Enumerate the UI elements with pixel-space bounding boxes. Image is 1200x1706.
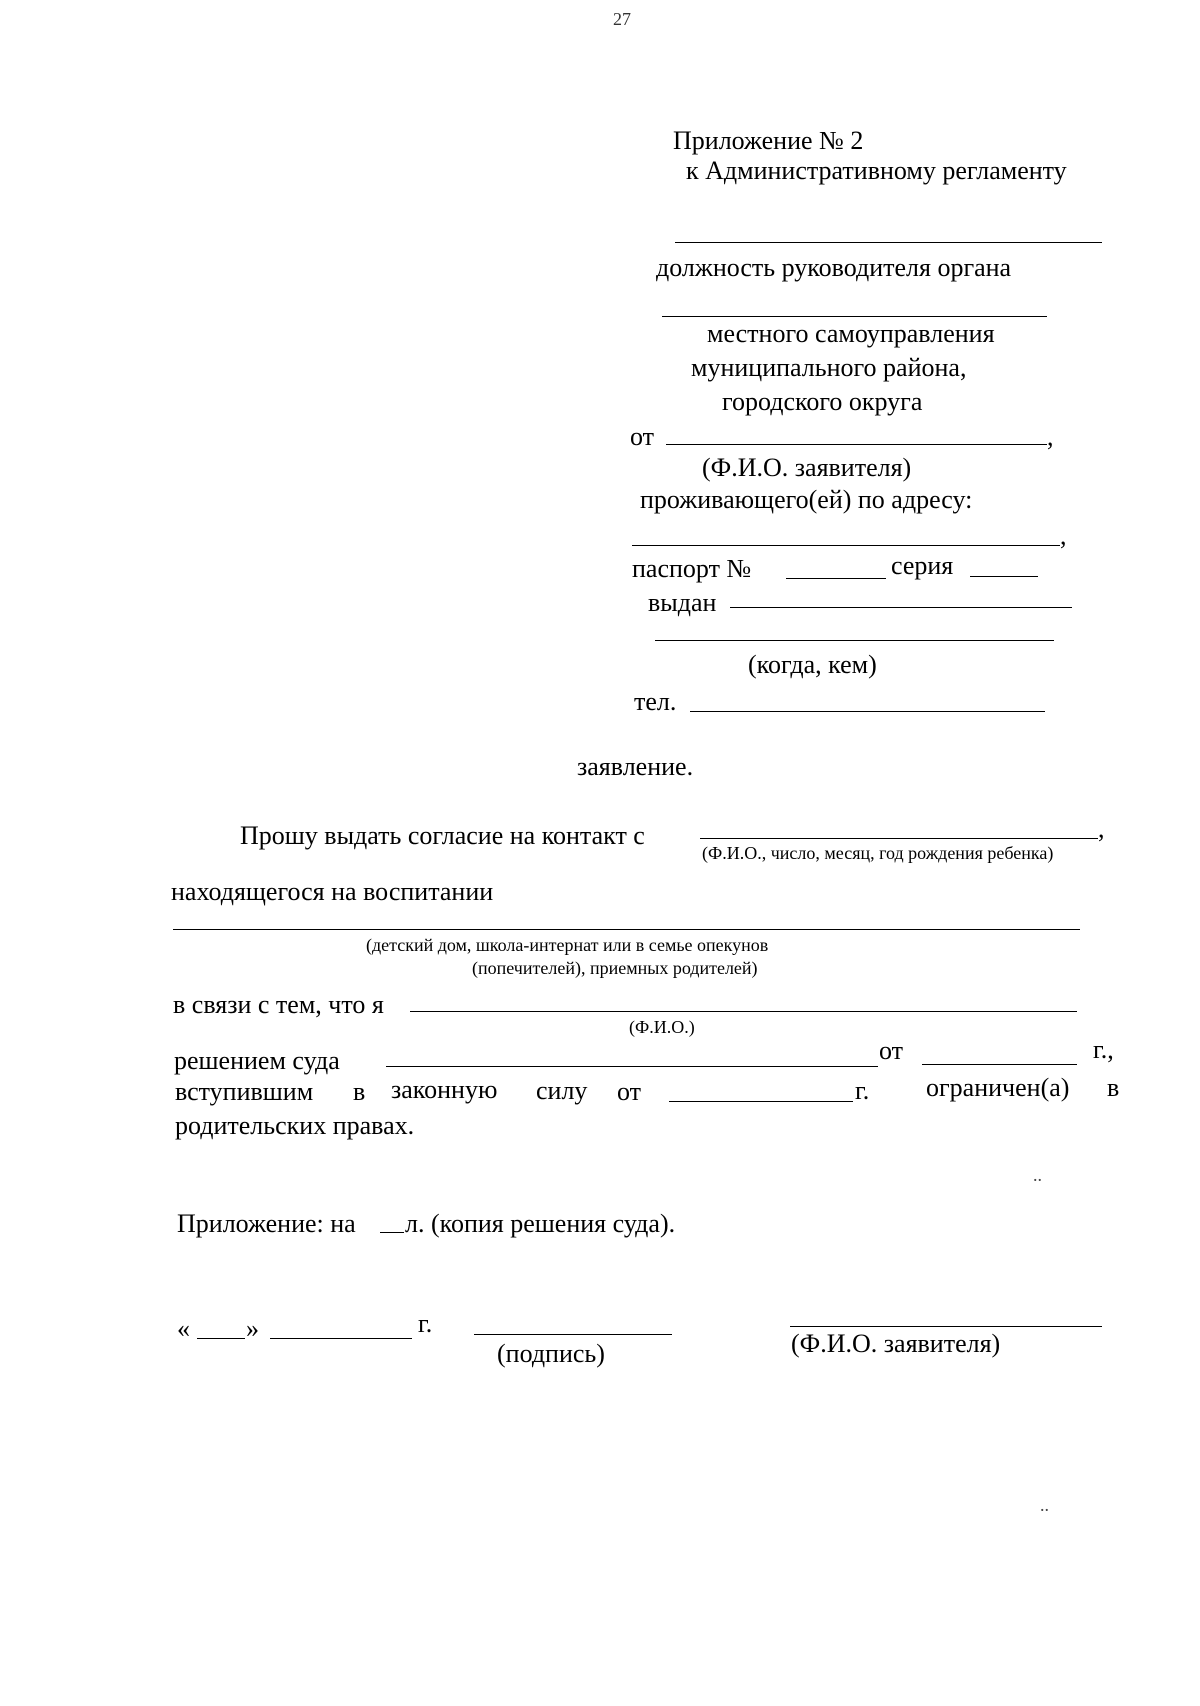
residing-label: проживающего(ей) по адресу: [640, 485, 973, 514]
passport-number-field[interactable] [786, 578, 886, 579]
passport-series-field[interactable] [970, 576, 1038, 577]
scan-mark: .. [1033, 1165, 1042, 1185]
in-word: в [1107, 1073, 1120, 1102]
effective-year: г. [855, 1076, 870, 1105]
month-field[interactable] [270, 1338, 412, 1339]
appendix-subtitle: к Административному регламенту [686, 156, 1067, 185]
year-abbr: г., [1093, 1035, 1114, 1064]
effective-word-4: силу [536, 1076, 588, 1105]
quote-close: » [246, 1314, 259, 1343]
from-word: от [879, 1036, 904, 1065]
authority-line2: муниципального района, [691, 353, 967, 382]
applicant-fio-caption: (Ф.И.О. заявителя) [702, 453, 912, 482]
child-field[interactable] [700, 838, 1098, 839]
institution-caption-1: (детский дом, школа-интернат или в семье опекунов [366, 935, 769, 955]
applicant-fio-field[interactable] [666, 444, 1047, 445]
institution-caption-2: (попечителей), приемных родителей) [472, 958, 758, 978]
signature-fio-caption: (Ф.И.О. заявителя) [791, 1329, 1001, 1358]
authority-line3: городского округа [722, 387, 923, 416]
phone-field[interactable] [690, 711, 1045, 712]
signature-caption: (подпись) [497, 1339, 605, 1368]
attachment-pages-field[interactable] [380, 1232, 404, 1233]
authority-field[interactable] [662, 316, 1047, 317]
effective-word-2: в [353, 1077, 366, 1106]
attachment-text-after: л. (копия решения суда). [405, 1209, 676, 1238]
court-name-field[interactable] [386, 1066, 878, 1067]
passport-label: паспорт № [632, 554, 752, 583]
fio-field[interactable] [410, 1011, 1077, 1012]
child-caption: (Ф.И.О., число, месяц, год рождения ребенка) [702, 843, 1054, 863]
from-label: от [630, 422, 655, 451]
issued-label: выдан [648, 588, 717, 617]
address-field[interactable] [632, 545, 1060, 546]
scan-mark: .. [1040, 1495, 1049, 1515]
request-text: Прошу выдать согласие на контакт с [240, 821, 645, 850]
quote-open: « [177, 1314, 190, 1343]
attachment-text-before: Приложение: на [177, 1209, 356, 1238]
position-label: должность руководителя органа [656, 253, 1012, 282]
because-text: в связи с тем, что я [173, 990, 384, 1019]
series-label: серия [891, 551, 954, 580]
issued-field[interactable] [730, 607, 1072, 608]
effective-word-5: от [617, 1077, 642, 1106]
day-field[interactable] [197, 1338, 245, 1339]
fio-caption: (Ф.И.О.) [629, 1017, 695, 1037]
parental-rights-text: родительских правах. [175, 1111, 415, 1140]
restricted-word: ограничен(а) [926, 1073, 1070, 1102]
issued-caption: (когда, кем) [748, 650, 877, 679]
issued-field-2[interactable] [655, 640, 1054, 641]
comma: , [1060, 521, 1067, 550]
effective-word-3: законную [391, 1075, 498, 1104]
comma: , [1098, 814, 1105, 843]
court-decision-text: решением суда [174, 1046, 340, 1075]
phone-label: тел. [634, 687, 677, 716]
signature-field[interactable] [474, 1334, 672, 1335]
position-field[interactable] [675, 242, 1102, 243]
effective-date-field[interactable] [669, 1101, 853, 1102]
effective-word-1: вступившим [175, 1077, 314, 1106]
decision-date-field[interactable] [922, 1064, 1077, 1065]
signature-year: г. [418, 1309, 433, 1338]
institution-field[interactable] [173, 929, 1080, 930]
document-title: заявление. [577, 752, 694, 781]
page-number: 27 [613, 9, 631, 29]
appendix-title: Приложение № 2 [673, 126, 864, 155]
care-text: находящегося на воспитании [171, 877, 494, 906]
comma: , [1047, 422, 1054, 451]
signature-fio-field[interactable] [790, 1326, 1102, 1327]
authority-line1: местного самоуправления [707, 319, 995, 348]
